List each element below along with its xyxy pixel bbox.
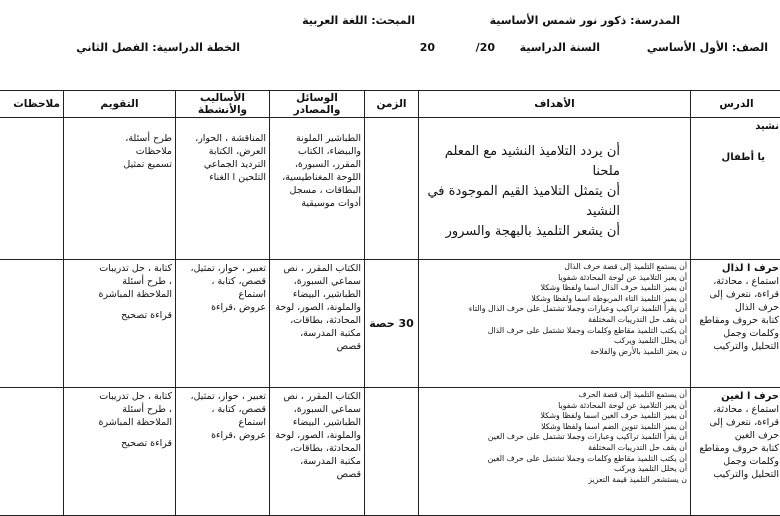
goal-item: أن يردد التلاميذ النشيد مع المعلم ملحنا: [422, 142, 620, 182]
goal-item: أن يكتب التلميذ مقاطع وكلمات وجملا تشتمل على حرف الذال: [422, 326, 687, 337]
method-item: الترديد الجماعي: [179, 158, 266, 171]
col-evaluation: التقويم: [64, 91, 176, 118]
goal-item: أن يشعر التلميذ بالبهجة والسرور: [422, 222, 620, 242]
subject-name: المبحث: اللغة العربية: [302, 14, 415, 27]
goal-item: أن يقف حل التدريبات المختلفة: [422, 315, 687, 326]
methods-cell: [176, 260, 270, 388]
lesson-cell: [691, 260, 780, 388]
resource-item: سماعي السبورة،: [273, 403, 361, 416]
goal-item: أن يستمع التلميذ إلى قصة حرف الذال: [422, 262, 687, 273]
time-cell: [365, 388, 419, 516]
goal-item: أن يعبر التلاميذ عن لوحة المحادثة شفويا: [422, 273, 687, 284]
method-item: عروض ،قراءة: [179, 429, 266, 442]
lesson-line: التحليل والتركيب: [694, 340, 779, 353]
lesson-line: كتابة حروف ومقاطع: [694, 442, 779, 455]
time-cell: 30 حصة: [365, 260, 419, 388]
lesson-title: حرف ا لغين: [694, 390, 779, 403]
evaluation-item: ملاحظات: [67, 145, 172, 158]
school-name: المدرسة: ذكور نور شمس الأساسية: [490, 14, 680, 27]
lesson-cell: [691, 388, 780, 516]
goals-cell: [419, 260, 691, 388]
lesson-line: قراءة، نتعرف إلى: [694, 416, 779, 429]
lesson-line: وكلمات وجمل: [694, 327, 779, 340]
table-row: [0, 388, 780, 516]
goals-cell: [419, 118, 691, 260]
header-row: [0, 91, 780, 118]
resource-item: اللوحة المغناطيسية،: [273, 171, 361, 184]
evaluation-item: كتابة ، حل تدريبات: [67, 262, 172, 275]
resources-cell: [270, 388, 365, 516]
lesson-title: حرف ا لذال: [694, 262, 779, 275]
lesson-cell: [691, 118, 780, 260]
methods-cell: [176, 118, 270, 260]
goal-item: أن يميز التلميذ حرف الذال اسما ولفظا وشكلا: [422, 283, 687, 294]
method-item: المناقشة ، الحوار،: [179, 132, 266, 145]
table-row: [0, 260, 780, 388]
lesson-line: حرف الذال: [694, 301, 779, 314]
plan-label: الخطة الدراسية: الفصل الثاني: [76, 41, 240, 54]
resource-item: والملونة، الصور، لوحة: [273, 429, 361, 442]
evaluation-cell: [64, 118, 176, 260]
resource-item: مكتبة المدرسة، قصص: [273, 455, 361, 481]
resource-item: مكتبة المدرسة، قصص: [273, 327, 361, 353]
col-resources: الوسائل والمصادر: [270, 91, 365, 118]
method-item: استماع: [179, 288, 266, 301]
goal-item: أن يتمثل التلاميذ القيم الموجودة في النشيد: [422, 182, 620, 222]
col-methods: الأساليب والأنشطة: [176, 91, 270, 118]
method-item: عروض ،قراءة: [179, 301, 266, 314]
lesson-line: وكلمات وجمل: [694, 455, 779, 468]
col-goals: الأهداف: [419, 91, 691, 118]
goal-item: أن يحلل التلميذ ويركب: [422, 464, 687, 475]
resources-cell: [270, 260, 365, 388]
time-cell: [365, 118, 419, 260]
resource-item: الطباشير، البيضاء: [273, 288, 361, 301]
evaluation-item: قراءة تصحيح: [67, 309, 172, 322]
notes-cell: [0, 260, 64, 388]
method-item: العرض، الكتابة: [179, 145, 266, 158]
method-item: استماع: [179, 416, 266, 429]
method-item: قصص، كتابة ،: [179, 275, 266, 288]
resource-item: الكتاب المقرر ، نص: [273, 390, 361, 403]
resource-item: سماعي السبورة،: [273, 275, 361, 288]
resource-item: المحادثة، بطاقات،: [273, 314, 361, 327]
notes-cell: [0, 388, 64, 516]
goal-item: أن يقرأ التلميذ تراكيب وعبارات وجملا تشتمل على حرف الذال والتاء: [422, 304, 687, 315]
evaluation-item: ، طرح أسئلة: [67, 275, 172, 288]
lesson-line: استماع ، محادثة،: [694, 275, 779, 288]
resource-item: والبيضاء، الكتاب: [273, 145, 361, 158]
lesson-line: استماع ، محادثة،: [694, 403, 779, 416]
year-value-a: /20: [476, 41, 495, 54]
evaluation-item: الملاحظة المباشرة: [67, 288, 172, 301]
table-row: [0, 118, 780, 260]
lesson-line: قراءة، نتعرف إلى: [694, 288, 779, 301]
evaluation-item: طرح أسئلة،: [67, 132, 172, 145]
goal-item: أن يعبر التلاميذ عن لوحة المحادثة شفويا: [422, 401, 687, 412]
resource-item: والملونة، الصور، لوحة: [273, 301, 361, 314]
resource-item: المحادثة، بطاقات،: [273, 442, 361, 455]
goal-item: أن يستمع التلميذ إلى قصة الحرف: [422, 390, 687, 401]
evaluation-item: قراءة تصحيح: [67, 437, 172, 450]
lesson-title: نشيد: [694, 120, 779, 133]
evaluation-item: الملاحظة المباشرة: [67, 416, 172, 429]
resource-item: المقرر، السبورة،: [273, 158, 361, 171]
grade-label: الصف: الأول الأساسي: [647, 41, 768, 54]
plan-table: [0, 90, 780, 516]
evaluation-item: تسميع تمثيل: [67, 158, 172, 171]
goal-item: أن يقرأ التلميذ تراكيب وعبارات وجملا تشتمل على حرف الغين: [422, 432, 687, 443]
goal-item: أن يكتب التلميذ مقاطع وكلمات وجملا تشتمل على حرف الغين: [422, 454, 687, 465]
evaluation-item: ، طرح أسئلة: [67, 403, 172, 416]
resource-item: الطباشير، البيضاء: [273, 416, 361, 429]
notes-cell: [0, 118, 64, 260]
method-item: تعبير ، حوار، تمثيل،: [179, 262, 266, 275]
method-item: تعبير ، حوار، تمثيل،: [179, 390, 266, 403]
goal-item: أن يميز التلميذ تنوين الضم اسما ولفظا وشكلا: [422, 422, 687, 433]
goal-item: ن يستشعر التلميذ قيمة التعزيز: [422, 475, 687, 486]
evaluation-item: كتابة ، حل تدريبات: [67, 390, 172, 403]
col-lesson: الدرس: [691, 91, 780, 118]
year-label: السنة الدراسية: [520, 41, 600, 54]
col-time: الزمن: [365, 91, 419, 118]
resource-item: الكتاب المقرر ، نص: [273, 262, 361, 275]
evaluation-cell: [64, 260, 176, 388]
resources-cell: [270, 118, 365, 260]
resource-item: أدوات موسيقية: [273, 197, 361, 210]
resource-item: الطباشير الملونة: [273, 132, 361, 145]
lesson-line: حرف الغين: [694, 429, 779, 442]
goals-cell: [419, 388, 691, 516]
method-item: قصص، كتابة ،: [179, 403, 266, 416]
resource-item: البطاقات ، مسجل: [273, 184, 361, 197]
year-value-b: 20: [420, 41, 435, 54]
lesson-subtitle: يا أطفال: [694, 151, 779, 164]
col-notes: ملاحظات: [0, 91, 64, 118]
method-item: التلحين ا الغناء: [179, 171, 266, 184]
goal-item: أن يقف حل التدريبات المختلفة: [422, 443, 687, 454]
lesson-line: كتابة حروف ومقاطع: [694, 314, 779, 327]
lesson-line: التحليل والتركيب: [694, 468, 779, 481]
goal-item: أن يميز التلميذ حرف الغين اسما ولفظا وشكلا: [422, 411, 687, 422]
goal-item: أن يحلل التلميذ ويركب: [422, 336, 687, 347]
goal-item: ن يعتز التلميذ بالأرض والفلاحة: [422, 347, 687, 358]
methods-cell: [176, 388, 270, 516]
goal-item: أن يميز التلميذ التاء المربوطة اسما ولفظا وشكلا: [422, 294, 687, 305]
evaluation-cell: [64, 388, 176, 516]
